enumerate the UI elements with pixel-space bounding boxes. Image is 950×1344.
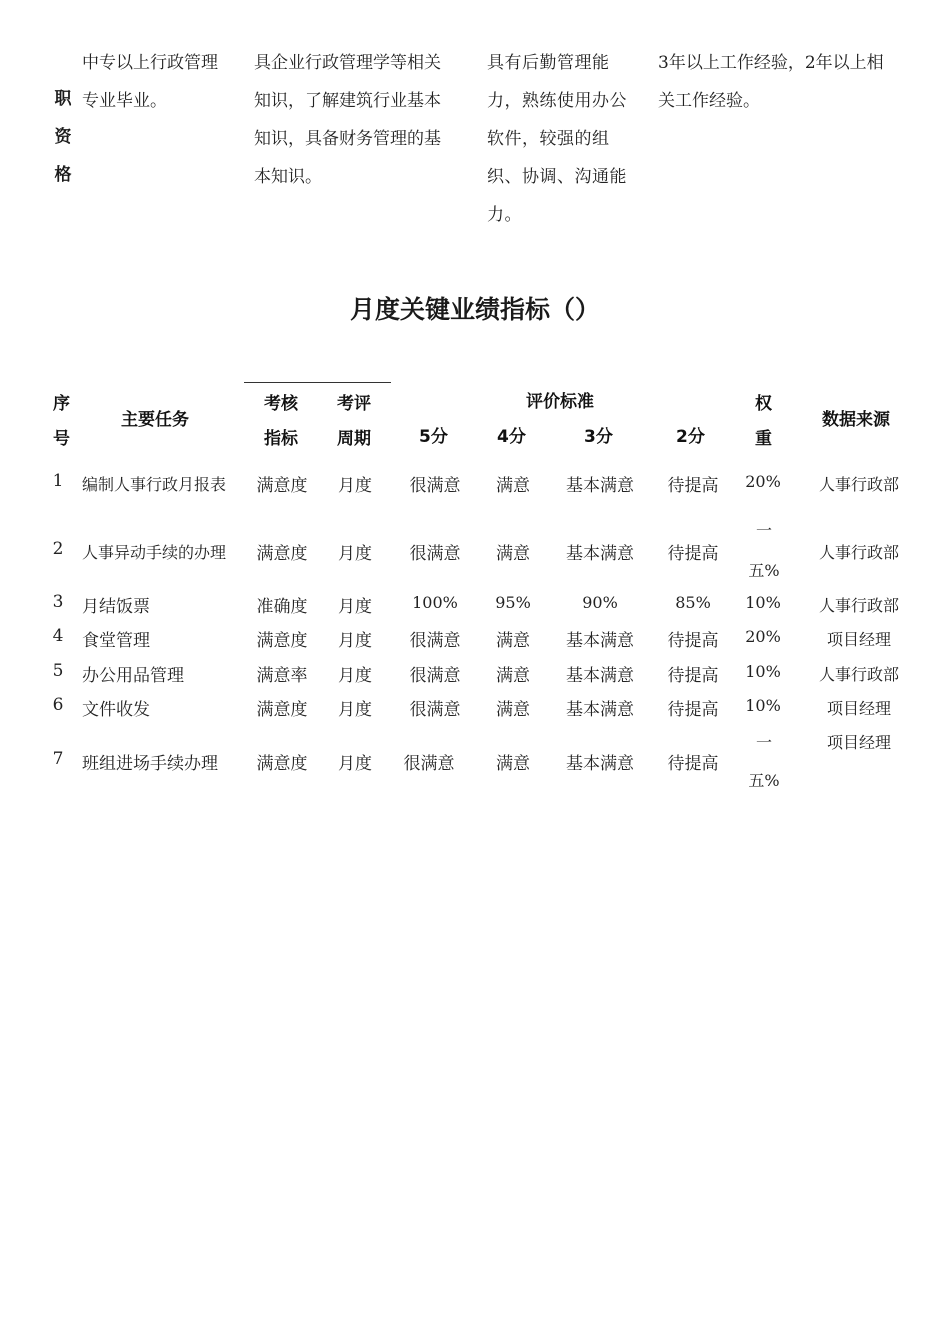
cell-score2: 待提高: [667, 476, 719, 496]
qualification-experience: [658, 44, 928, 120]
header-task: 主要任务: [121, 410, 189, 430]
cell-indicator: 满意度: [256, 631, 308, 651]
cell-score4: 满意: [496, 666, 530, 686]
qualification-line: 力，熟练使用办公: [487, 91, 627, 111]
header-score5: 5分: [419, 427, 448, 447]
cell-seq: 1: [52, 471, 64, 491]
cell-seq: 3: [52, 592, 64, 612]
cell-period: 月度: [338, 700, 372, 720]
cell-score5: 100%: [412, 593, 458, 612]
header-indicator: [264, 387, 298, 457]
cell-score2: 待提高: [667, 544, 719, 564]
cell-score3: 基本满意: [566, 666, 634, 686]
cell-score3: 基本满意: [566, 700, 634, 720]
cell-task: 月结饭票: [82, 597, 150, 617]
cell-seq: 2: [52, 539, 64, 559]
cell-indicator: 满意度: [256, 700, 308, 720]
qualification-skills: [487, 44, 647, 234]
qualification-label-char: 资: [54, 127, 72, 147]
header-indicator-line: 考核: [264, 394, 298, 414]
page-title: 月度关键业绩指标（）: [349, 295, 600, 324]
cell-weight-line1: 一: [755, 521, 773, 540]
header-seq: [53, 387, 70, 457]
qualification-line: 知识，了解建筑行业基本: [254, 91, 441, 111]
qualification-label-char: 格: [54, 165, 72, 185]
header-score3: 3分: [584, 427, 613, 447]
qualification-line: 中专以上行政管理: [82, 53, 218, 73]
cell-task: 编制人事行政月报表: [82, 475, 227, 494]
cell-seq: 4: [52, 626, 64, 646]
cell-weight: 20%: [745, 627, 781, 646]
qualification-line: 具企业行政管理学等相关: [254, 53, 441, 73]
cell-source: 人事行政部: [818, 665, 900, 684]
header-weight-char: 重: [755, 429, 772, 449]
cell-weight: 10%: [745, 696, 781, 715]
cell-seq: 6: [52, 695, 64, 715]
cell-score4: 满意: [496, 476, 530, 496]
header-weight: [755, 387, 772, 457]
cell-indicator: 满意率: [256, 666, 308, 686]
cell-score4: 满意: [496, 754, 530, 774]
cell-source: 项目经理: [826, 630, 892, 649]
header-score2: 2分: [676, 427, 705, 447]
cell-source: 项目经理: [826, 699, 892, 718]
qualification-line: 关工作经验。: [658, 91, 760, 111]
header-weight-char: 权: [755, 394, 772, 414]
cell-score4: 满意: [496, 544, 530, 564]
cell-score2: 85%: [675, 593, 711, 612]
cell-weight-line1: 一: [755, 733, 773, 752]
cell-task: 人事异动手续的办理: [82, 543, 227, 562]
cell-period: 月度: [338, 631, 372, 651]
header-source: 数据来源: [822, 410, 890, 430]
cell-period: 月度: [338, 754, 372, 774]
qualification-line: 本知识。: [254, 167, 322, 187]
cell-period: 月度: [338, 666, 372, 686]
cell-score5: 很满意: [409, 631, 461, 651]
cell-task: 班组进场手续办理: [82, 754, 218, 774]
header-divider: [244, 382, 391, 383]
qualification-label-char: 职: [54, 89, 72, 109]
qualification-label: [52, 80, 74, 194]
qualification-line: 知识，具备财务管理的基: [254, 129, 441, 149]
cell-weight-line2: 五%: [748, 561, 780, 580]
qualification-education: [82, 44, 242, 120]
cell-task: 食堂管理: [82, 631, 150, 651]
qualification-line: 织、协调、沟通能: [487, 167, 627, 187]
cell-indicator: 准确度: [256, 597, 308, 617]
cell-source: 项目经理: [826, 733, 892, 752]
cell-score2: 待提高: [667, 700, 719, 720]
cell-indicator: 满意度: [256, 754, 308, 774]
cell-weight: 20%: [745, 472, 781, 491]
qualification-line: 专业毕业。: [82, 91, 167, 111]
cell-weight: 10%: [745, 593, 781, 612]
cell-task: 文件收发: [82, 700, 150, 720]
cell-score3: 基本满意: [566, 476, 634, 496]
cell-score3: 基本满意: [566, 544, 634, 564]
header-seq-char: 号: [53, 429, 70, 449]
cell-score4: 满意: [496, 631, 530, 651]
header-score4: 4分: [497, 427, 526, 447]
cell-period: 月度: [338, 544, 372, 564]
cell-score5: 很满意: [409, 544, 461, 564]
cell-score4: 满意: [496, 700, 530, 720]
cell-source: 人事行政部: [818, 543, 900, 562]
cell-score2: 待提高: [667, 666, 719, 686]
qualification-line: 3年以上工作经验，2年以上相: [658, 53, 884, 73]
qualification-knowledge: [254, 44, 474, 196]
cell-score2: 待提高: [667, 754, 719, 774]
cell-score5: 很满意: [409, 666, 461, 686]
header-period-line: 考评: [337, 394, 371, 414]
cell-weight-line2: 五%: [748, 771, 780, 790]
cell-seq: 7: [52, 749, 64, 769]
header-criteria: 评价标准: [526, 392, 594, 412]
cell-source: 人事行政部: [818, 475, 900, 494]
cell-score3: 基本满意: [566, 631, 634, 651]
qualification-line: 具有后勤管理能: [487, 53, 610, 73]
cell-period: 月度: [338, 476, 372, 496]
header-seq-char: 序: [53, 394, 70, 414]
cell-score3: 基本满意: [566, 754, 634, 774]
cell-score4: 95%: [495, 593, 531, 612]
cell-score5: 很满意: [409, 700, 461, 720]
cell-indicator: 满意度: [256, 476, 308, 496]
cell-task: 办公用品管理: [82, 666, 184, 686]
cell-period: 月度: [338, 597, 372, 617]
header-period-line: 周期: [337, 429, 371, 449]
header-indicator-line: 指标: [264, 429, 298, 449]
cell-weight: 10%: [745, 662, 781, 681]
cell-seq: 5: [52, 661, 64, 681]
cell-source: 人事行政部: [818, 596, 900, 615]
cell-score3: 90%: [582, 593, 618, 612]
cell-score5: 很满意: [409, 476, 461, 496]
cell-score5: 很满意: [403, 754, 455, 774]
cell-score2: 待提高: [667, 631, 719, 651]
qualification-line: 软件，较强的组: [487, 129, 610, 149]
qualification-line: 力。: [487, 205, 522, 225]
header-period: [337, 387, 371, 457]
cell-indicator: 满意度: [256, 544, 308, 564]
